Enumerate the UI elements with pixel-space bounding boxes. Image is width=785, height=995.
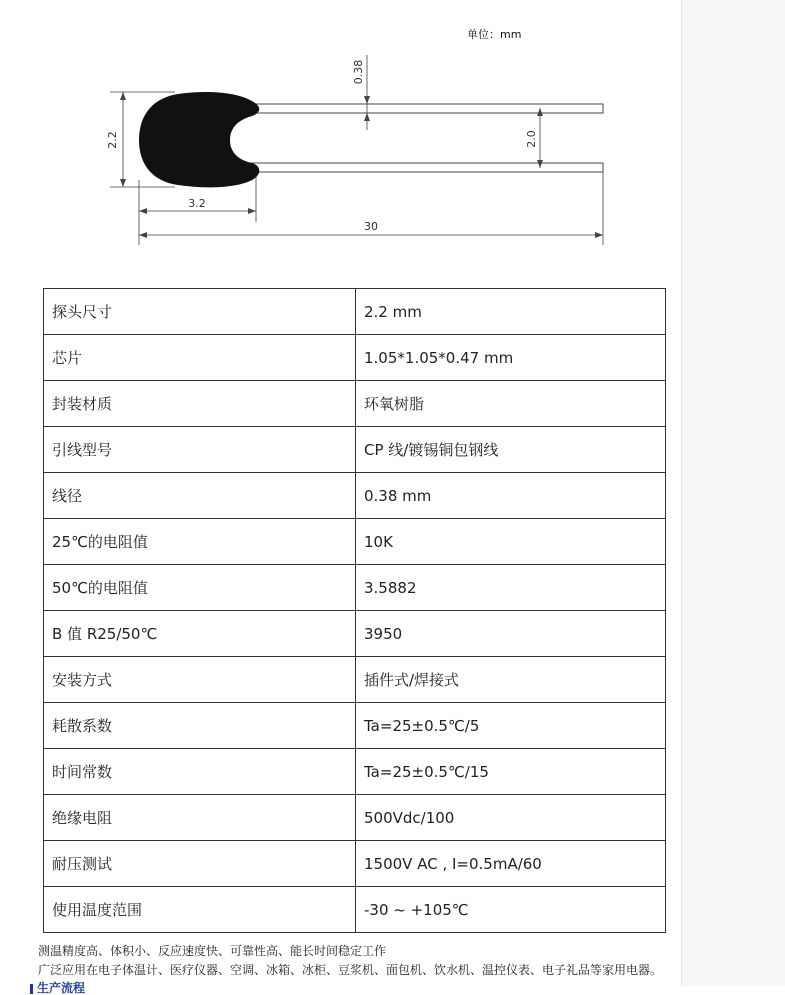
spec-value: 环氧树脂 bbox=[356, 381, 666, 427]
spec-value: 3950 bbox=[356, 611, 666, 657]
lower-lead-wire bbox=[250, 163, 603, 172]
spec-value: 3.5882 bbox=[356, 565, 666, 611]
spec-label: 芯片 bbox=[44, 335, 356, 381]
section-heading bbox=[30, 982, 85, 994]
spec-label: 25℃的电阻值 bbox=[44, 519, 356, 565]
spec-table-body bbox=[44, 289, 666, 933]
spec-row bbox=[44, 657, 666, 703]
spec-label: 线径 bbox=[44, 473, 356, 519]
spec-row bbox=[44, 611, 666, 657]
spec-value: CP 线/镀锡铜包钢线 bbox=[356, 427, 666, 473]
spec-value: 0.38 mm bbox=[356, 473, 666, 519]
spec-row bbox=[44, 565, 666, 611]
section-heading-text: 生产流程 bbox=[37, 981, 86, 995]
spec-label: B 值 R25/50℃ bbox=[44, 611, 356, 657]
spec-value: 插件式/焊接式 bbox=[356, 657, 666, 703]
dim-total-length: 30 bbox=[364, 220, 378, 233]
spec-value: Ta=25±0.5℃/15 bbox=[356, 749, 666, 795]
thermistor-drawing-svg bbox=[0, 0, 681, 260]
spec-value: 2.2 mm bbox=[356, 289, 666, 335]
spec-label: 绝缘电阻 bbox=[44, 795, 356, 841]
dim-probe-height: 2.2 bbox=[106, 131, 119, 149]
spec-label: 时间常数 bbox=[44, 749, 356, 795]
spec-value: 10K bbox=[356, 519, 666, 565]
spec-label: 耐压测试 bbox=[44, 841, 356, 887]
spec-value: -30 ~ +105℃ bbox=[356, 887, 666, 933]
spec-row bbox=[44, 795, 666, 841]
spec-row bbox=[44, 887, 666, 933]
spec-value: 500Vdc/100 bbox=[356, 795, 666, 841]
feature-note: 测温精度高、体积小、反应速度快、可靠性高、能长时间稳定工作 bbox=[38, 944, 387, 958]
unit-label: 单位：mm bbox=[467, 28, 522, 41]
upper-lead-wire bbox=[250, 104, 603, 113]
spec-row bbox=[44, 473, 666, 519]
spec-label: 使用温度范围 bbox=[44, 887, 356, 933]
spec-label: 封装材质 bbox=[44, 381, 356, 427]
heading-marker bbox=[30, 984, 33, 994]
spec-value: Ta=25±0.5℃/5 bbox=[356, 703, 666, 749]
dim-wire-diameter: 0.38 bbox=[352, 59, 365, 85]
spec-value: 1.05*1.05*0.47 mm bbox=[356, 335, 666, 381]
spec-row bbox=[44, 381, 666, 427]
spec-row bbox=[44, 703, 666, 749]
probe-body bbox=[139, 92, 259, 187]
spec-table bbox=[43, 288, 666, 933]
spec-label: 安装方式 bbox=[44, 657, 356, 703]
spec-row bbox=[44, 289, 666, 335]
dim-probe-length: 3.2 bbox=[188, 197, 206, 210]
dimension-drawing bbox=[0, 0, 681, 260]
spec-row bbox=[44, 519, 666, 565]
spec-label: 50℃的电阻值 bbox=[44, 565, 356, 611]
spec-row bbox=[44, 841, 666, 887]
spec-label: 耗散系数 bbox=[44, 703, 356, 749]
dim-lead-spacing: 2.0 bbox=[525, 130, 538, 148]
right-side-panel bbox=[681, 0, 785, 986]
spec-value: 1500V AC , I=0.5mA/60 bbox=[356, 841, 666, 887]
spec-row bbox=[44, 749, 666, 795]
application-note: 广泛应用在电子体温计、医疗仪器、空调、冰箱、冰柜、豆浆机、面包机、饮水机、温控仪表、电子礼品等家用电器。 bbox=[38, 963, 663, 977]
spec-row bbox=[44, 427, 666, 473]
spec-label: 探头尺寸 bbox=[44, 289, 356, 335]
spec-row bbox=[44, 335, 666, 381]
spec-label: 引线型号 bbox=[44, 427, 356, 473]
